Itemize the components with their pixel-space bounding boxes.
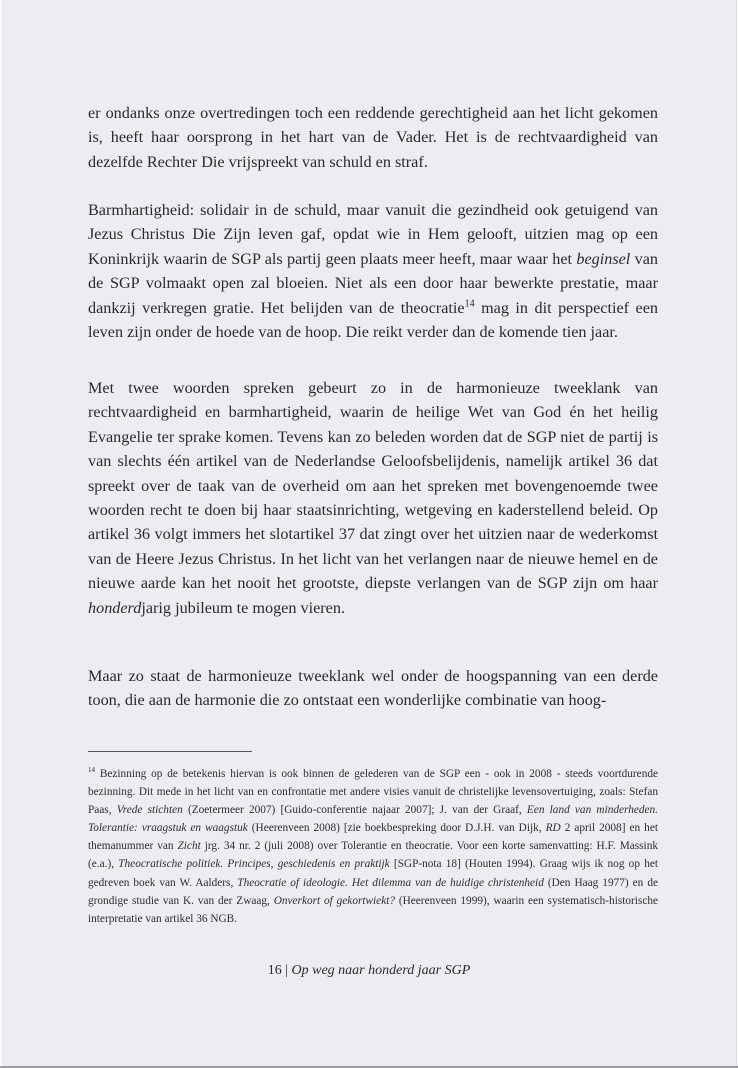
footnote-title-6: Theocratie of ideologie. Het dilemma van de huidige christenheid [237, 876, 544, 889]
footnote-number: 14 [88, 766, 95, 775]
paragraph-2-text-c: mag in dit perspectief een leven zijn onder de hoede van de hoop. Die reikt verder dan de komende tien jaar. [88, 298, 659, 342]
paragraph-1 [88, 101, 658, 174]
paragraph-2-text-a: Barmhartigheid: solidair in de schuld, maar vanuit die gezindheid ook getuigend van Jezus Christus Die Zijn leven gaf, opdat wie in Hem gelooft, uitzien mag op een Koninkrijk waarin de SGP als partij geen plaats meer heeft, maar waar het [88, 201, 658, 268]
page-number: 16 [267, 963, 282, 978]
paragraph-2-text-b: van de SGP volmaakt open zal bloeien. Niet als een door haar bewerkte prestatie, maar dankzij verkregen gratie. Het belijden van de theocratie [88, 249, 659, 317]
page-footer [2, 963, 736, 979]
emphasis-beginsel: beginsel [576, 249, 631, 268]
paragraph-4-text: Maar zo staat de harmonieuze tweeklank wel onder de hoogspanning van een derde toon, die aan de harmonie die zo ontstaat een wonderlijke combinatie van hoog- [88, 667, 658, 710]
paragraph-4 [88, 664, 658, 713]
footnote-title-1: Vrede stichten [116, 804, 183, 817]
footnote-text-1: Bezinning op de betekenis hiervan is ook binnen de gelederen van de SGP een - ook in 2008 - steeds voortdurende bezinning. Dit mede in het licht van en confrontatie met andere visies vanuit de christelijke levensovertuiging, zoals: Stefan Paas, [88, 768, 658, 817]
footnote-text-2: (Zoetermeer 2007) [Guido-conferentie najaar 2007]; J. van der Graaf, [182, 804, 527, 817]
footnote-title-4: Zicht [177, 840, 201, 853]
footnote-reference: 14 [464, 298, 475, 310]
paragraph-2-text [88, 198, 658, 344]
footnote-title-2: Een land van minderheden. Tolerantie: vraagstuk en waagstuk [88, 804, 659, 835]
paragraph-3-text [88, 376, 658, 620]
paragraph-3 [88, 376, 658, 620]
footnote-text-5: jrg. 34 nr. 2 (juli 2008) over Tolerantie en theocratie. Voor een korte samenvatting: H.F. Massink (e.a.), [88, 840, 658, 871]
book-page [2, 0, 737, 1067]
paragraph-2 [88, 198, 658, 344]
running-title: Op weg naar honderd jaar SGP [291, 963, 471, 978]
emphasis-honderd: honderd [88, 598, 142, 617]
footnote-title-7: Onverkort of gekortwiekt? [273, 894, 395, 907]
footnote-text-7: (Den Haag 1977) en de grondige studie van K. van der Zwaag, [88, 876, 658, 907]
footnote-text-4: 2 april 2008] en het themanummer van [88, 822, 658, 853]
paragraph-3-text-a: Met twee woorden spreken gebeurt zo in de harmonieuze tweeklank van rechtvaardigheid en barmhartigheid, waarin de heilige Wet van God én het heilig Evangelie ter sprake komen. Tevens kan zo beleden worden dat de SGP niet de partij is van slechts één artikel van de Nederlandse Geloofsbelijdenis, namelijk artikel 36 dat spreekt over de taak van de overheid om aan het spreken met bovengenoemde twee woorden recht te doen bij haar staatsinrichting, wetgeving en kaderstellend beleid. Op artikel 36 volgt immers het slotartikel 37 dat zingt over het uitzien naar de wederkomst van de Heere Jezus Christus. In het licht van het verlangen naar de nieuwe hemel en de nieuwe aarde kan het nooit het grootste, diepste verlangen van de SGP zijn om haar [88, 379, 658, 593]
footnote-title-3: RD [545, 822, 561, 835]
footnote-title-5: Theocratische politiek. Principes, geschiedenis en praktijk [118, 858, 390, 871]
footer-separator: | [281, 963, 292, 978]
footnote-text-6: [SGP-nota 18] (Houten 1994). Graag wijs ik nog op het gedreven boek van W. Aalders, [88, 858, 658, 889]
footnote-14 [88, 765, 658, 928]
paragraph-1-text: er ondanks onze overtredingen toch een reddende gerechtigheid aan het licht gekomen is, heeft haar oorsprong in het hart van de Vader. Het is de rechtvaardigheid van dezelfde Rechter Die vrijspreekt van schuld en straf. [88, 104, 658, 171]
footnote-separator-rule [88, 751, 252, 752]
footnote-text-3: (Heerenveen 2008) [zie boekbespreking door D.J.H. van Dijk, [247, 822, 546, 835]
paragraph-3-text-b: jarig jubileum te mogen vieren. [141, 598, 345, 617]
footnote-text-8: (Heerenveen 1999), waarin een systematisch-historische interpretatie van artikel 36 NGB. [88, 894, 658, 925]
